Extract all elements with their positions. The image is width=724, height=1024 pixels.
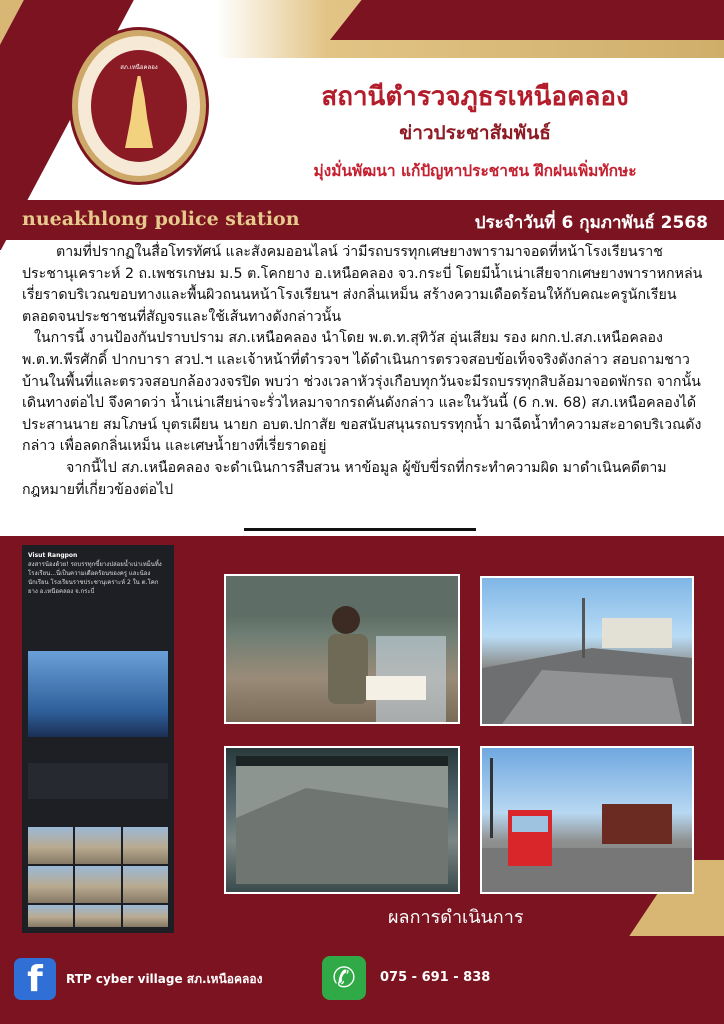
divider xyxy=(244,528,476,531)
motto: มุ่งมั่นพัฒนา แก้ปัญหาประชาชน ฝึกฝนเพิ่มทักษะ xyxy=(313,162,637,180)
news-video-thumbnail xyxy=(28,651,168,737)
road-photo xyxy=(28,866,73,903)
logo-emblem xyxy=(91,50,187,162)
photo-officer-cctv xyxy=(224,574,460,724)
article-body xyxy=(22,242,704,501)
road-photo-grid xyxy=(28,827,168,927)
photo-road-washing xyxy=(480,576,694,726)
phone-icon[interactable]: ✆ xyxy=(322,956,366,1000)
officer-figure xyxy=(226,576,458,722)
road-photo xyxy=(123,905,168,927)
phone-number[interactable]: 075 - 691 - 838 xyxy=(380,970,491,985)
social-comment-block xyxy=(28,763,168,799)
photo-caption: ผลการดำเนินการ xyxy=(388,907,524,928)
road-scene xyxy=(482,578,692,724)
subtitle: ข่าวประชาสัมพันธ์ xyxy=(399,122,551,144)
station-title: สถานีตำรวจภูธรเหนือคลอง xyxy=(321,82,629,112)
header-maroon-band xyxy=(330,0,724,40)
photo-water-truck xyxy=(480,746,694,894)
road-photo xyxy=(123,827,168,864)
logo-text: สภ.เหนือคลอง xyxy=(120,64,158,71)
road-photo xyxy=(75,866,120,903)
facebook-icon[interactable]: f xyxy=(14,958,56,1000)
road-photo xyxy=(28,827,73,864)
road-photo xyxy=(28,905,73,927)
truck-scene xyxy=(482,748,692,892)
social-post-author: Visut Rangpon xyxy=(28,552,78,559)
pagoda-icon xyxy=(125,76,153,148)
article-paragraph-1: ตามที่ปรากฏในสื่อโทรทัศน์ และสังคมออนไลน์ ว่ามีรถบรรทุกเศษยางพารามาจอดที่หน้าโรงเรียนราชประชานุเคราะห์ 2 ถ.เพชรเกษม ม.5 ต.โคกยาง อ.เหนือคลอง จว.กระบี่ โดยมีน้ำเน่าเสียจากเศษยางพาราหกหล่นเรี่ยราดบริเวณขอบทางและพื้นผิวถนนหน้าโรงเรียนฯ ส่งกลิ่นเหม็น สร้างความเดือดร้อนให้กับคณะครูนักเรียน ตลอดจนประชาชนที่สัญจรและใช้เส้นทางดังกล่าวนั้น xyxy=(22,244,703,325)
police-station-logo xyxy=(72,30,206,182)
facebook-page-link[interactable]: RTP cyber village สภ.เหนือคลอง xyxy=(66,972,263,986)
station-name-en: nueakhlong police station xyxy=(22,208,300,230)
release-date: ประจำวันที่ 6 กุมภาพันธ์ 2568 xyxy=(474,213,708,233)
photo-cctv-monitor xyxy=(224,746,460,894)
article-paragraph-2: ในการนี้ งานป้องกันปราบปราม สภ.เหนือคลอง นำโดย พ.ต.ท.สุทิวัส อุ่นเสียม รอง ผกก.ป.สภ.เหนือคลอง พ.ต.ท.พีรศักดิ์ ปากบารา สวป.ฯ และเจ้าหน้าที่ตำรวจฯ ได้ดำเนินการตรวจสอบข้อเท็จจริงดังกล่าว สอบถามชาวบ้านในพื้นที่และตรวจสอบกล้องวงจรปิด พบว่า ช่วงเวลาหัวรุ่งเกือบทุกวันจะมีรถบรรทุกสิบล้อมาจอดพักรถ จากนั้นเดินทางต่อไป จึงคาดว่า น้ำเน่าเสียน่าจะรั่วไหลมาจากรถคันดังกล่าว และในวันนี้ (6 ก.พ. 68) สภ.เหนือคลองได้ประสานนาย สมโภษน์ บุตรเผียน นายก อบต.ปกาสัย ขอสนับสนุนรถบรรทุกน้ำ มาฉีดน้ำทำความสะอาดบริเวณดังกล่าว เพื่อลดกลิ่นเหม็น และเศษน้ำยางที่เรี่ยราดอยู่ xyxy=(22,330,702,455)
social-media-screenshot xyxy=(22,545,174,933)
road-photo xyxy=(123,866,168,903)
article-paragraph-3: จากนี้ไป สภ.เหนือคลอง จะดำเนินการสืบสวน หาข้อมูล ผู้ขับขี่รถที่กระทำความผิด มาดำเนินคดีตามกฎหมายที่เกี่ยวข้องต่อไป xyxy=(22,459,667,498)
social-post-excerpt: สงสารน้องด้วย! รถบรรทุกขี้ยางปล่อยน้ำเน่าเหม็นทิ้งโรงเรียน...นี่เป็นความเดือดร้อนของครู และน้องนักเรียน โรงเรียนราชประชานุเคราะห์ 2 ใน ต.โคกยาง อ.เหนือคลอง จ.กระบี่ xyxy=(28,561,162,595)
road-photo xyxy=(75,827,120,864)
cctv-screen xyxy=(226,748,458,892)
social-post-text xyxy=(28,551,168,596)
road-photo xyxy=(75,905,120,927)
